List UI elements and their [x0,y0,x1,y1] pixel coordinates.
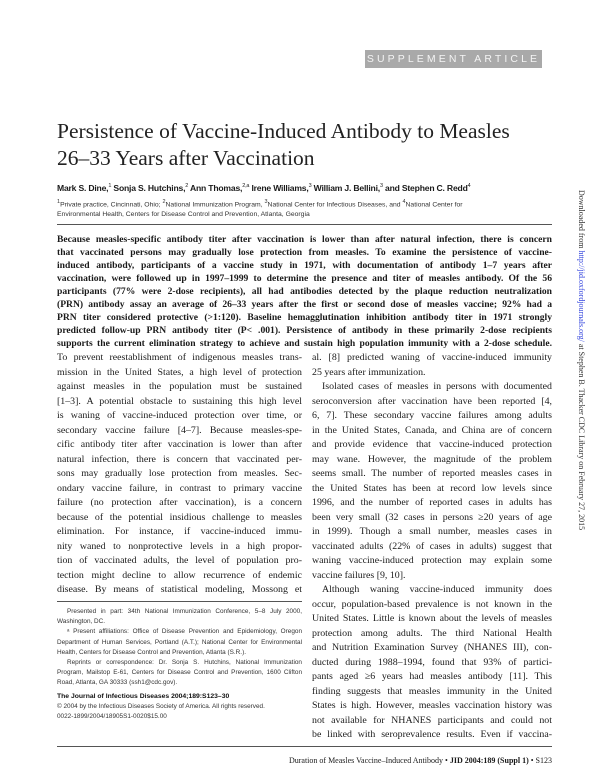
text-line: vaccination, were followed up in 1997–1999 to determine the presence and titer of measles antibody. Of the 56 [57,273,552,284]
download-note-prefix: Downloaded from [577,190,586,251]
text-line: Isolated cases of measles in persons with documented [322,381,552,392]
affiliation-text: National Immunization Program, [165,201,265,209]
author-affiliation-marker: 2 [185,183,189,190]
text-line: and provide evidence that vaccine-induced protection [312,439,552,450]
text-line: ducted during 1988–1994, found that 93% of partici- [312,656,552,668]
text-line: occur, population-based prevalence is not known in the [312,598,552,610]
author-list [57,183,557,193]
footnote-paragraph [57,627,302,658]
text-line: To prevent reestablishment of indigenous measles trans- [57,352,302,363]
text-line: sons may gradually lose protection from measles. Sec- [57,468,302,479]
footnote-paragraph [57,607,302,627]
text-line: that vaccinated persons may gradually lose protection from measles. To examine the persistence of vaccine- [57,247,552,258]
affiliation-marker: 2 [162,199,166,205]
affiliation-marker: 1 [57,199,61,205]
author-name: Sonja S. Hutchins, [111,183,186,193]
affiliation-marker: 4 [402,199,406,205]
title-line: Persistence of Vaccine-Induced Antibody to Measles [57,119,510,143]
text-line: [1–3]. A potential obstacle to sustaining this high level [57,395,302,407]
author-name: and Stephen C. Redd [382,183,468,193]
text-line: be linked with seroprevalence results. Even if vaccina- [312,729,552,740]
title-line: 26–33 Years after Vaccination [57,146,315,170]
author-affiliation-marker: 1 [108,183,112,190]
abstract-paragraph [57,233,552,350]
text-line: vaccinated adults (22% of cases in adults) suggest that [312,540,552,552]
text-line: ondary vaccine failure, in contrast to primary vaccine [57,482,302,494]
author-affiliation-marker: 4 [467,183,471,190]
text-line: not available for NHANES participants and could not [312,714,552,726]
text-line: because of the potential insidious challenge to measles [57,511,302,523]
text-line: Department of Human Services, Portland (A.T.); National Center for Environmental [57,638,302,646]
text-line: protection among adults. The third National Health [312,627,552,639]
text-line: Program, Mailstop E-61, Centers for Disease Control and Prevention, 1600 Clifton [57,669,302,677]
author-name: Mark S. Dine, [57,183,109,193]
text-line: mission in the United States, a high level of protection [57,366,302,378]
text-line: (PRN) antibody assay an average of 26–33 years after the first or second dose of measles vaccine; 92% had a [57,299,552,310]
text-line: in the United States, Canada, and China are of concern [312,424,552,436]
text-line: elimination. For instance, if vaccine-induced immu- [57,526,302,537]
text-line: induced antibody, participants of a vaccine study in 1971, with documentation of antibody 1–7 years after [57,260,552,271]
copyright: © 2004 by the Infectious Diseases Society of America. All rights reserved. [57,702,265,710]
header-rule [57,224,552,225]
text-line: Washington, DC. [57,618,106,626]
text-line: nity waned to nonprotective levels in a high propor- [57,540,302,552]
author-affiliation-marker: 3 [308,183,312,190]
download-link[interactable]: http://jid.oxfordjournals.org/ [577,250,586,342]
affiliation-text: Private practice, Cincinnati, Ohio; [60,201,163,209]
text-line: al. [8] predicted waning of vaccine-induced immunity [312,352,552,363]
text-line: Health, Centers for Disease Control and Prevention, Atlanta (S.R.). [57,648,246,656]
author-name: Irene Williams, [249,183,309,193]
text-line: 6, 7]. These secondary vaccine failures among adults [312,410,552,421]
download-note-suffix: at Stephen B. Thacker CDC Library on February 27, 2015 [577,341,586,531]
text-line: tion of vaccinated adults, the level of population pro- [57,555,302,566]
text-line: predicted follow-up PRN antibody titer (P< .001). Persistence of antibody in these primarily 2-dose recipients [57,325,552,336]
text-line: seroconversion after vaccination have been reported [4, [312,395,552,407]
author-affiliation-marker: 3 [379,183,383,190]
footnote-rule [57,601,302,602]
affiliation-text: National Center for Environmental Health, Centers for Disease Control and Prevention, Atlanta, Georgia [57,201,463,219]
text-line: waning vaccine-induced protection may explain some [312,555,552,566]
text-line: participants (77% were 2-dose recipients), all had antibodies detected by the plaque reduction neutralization [57,286,552,297]
separator: • [443,756,450,765]
body-column-left [57,351,302,598]
text-line: 25 years after immunization. [312,366,426,378]
page-footer [272,756,552,765]
affiliations [57,197,497,220]
footnotes [57,607,302,722]
text-line: failure (no protection after vaccination), is a concern [57,497,302,508]
text-line: disease. By means of statistical modeling, Mossong et [57,584,302,595]
text-line: natural infection, there is concern that vaccinated per- [57,453,302,465]
affiliation-text: National Center for Infectious Diseases, and [267,201,403,209]
footnote-paragraph [57,658,302,689]
text-line: in 1999). Though a small number, measles cases in [312,526,552,537]
text-line: 1996, and the number of reported cases in adults has [312,497,552,508]
text-line: and Nutrition Examination Survey (NHANES III), con- [312,642,552,653]
text-line: PRN titer considered protective (>1:120). Baseline hemagglutination inhibition antibody titer in 1971 strongly [57,312,552,323]
text-line: is waning of vaccine-induced protection over time, or [57,410,302,421]
author-name: Ann Thomas, [188,183,243,193]
author-name: William J. Bellini, [311,183,380,193]
download-note [577,190,586,530]
body-paragraph [57,351,302,598]
text-line: United States. Little is known about the levels of measles [312,613,552,624]
running-title: Duration of Measles Vaccine–Induced Antibody [288,756,444,765]
text-line: States is high. However, measles vaccination history was [312,700,552,711]
text-line: may wane. However, the magnitude of the problem [312,453,552,465]
text-line: cific antibody titer after vaccination is lower than after [57,439,302,450]
footer-rule [57,746,552,747]
text-line: ᵃ Present affiliations: Office of Disease Prevention and Epidemiology, Oregon [67,628,302,636]
text-line: Although waning vaccine-induced immunity does [322,584,552,595]
separator: • [528,756,536,765]
author-affiliation-marker: 2,a [242,183,250,190]
abstract [57,233,552,350]
section-banner: SUPPLEMENT ARTICLE [365,50,542,68]
text-line: against measles in the population must be sustained [57,381,302,392]
body-column-right [312,351,552,743]
text-line: Road, Atlanta, GA 30333 (ssh1@cdc.gov). [57,679,178,687]
text-line: Reprints or correspondence: Dr. Sonja S. Hutchins, National Immunization [67,658,302,666]
body-paragraph [312,380,552,583]
journal-ref: JID 2004:189 (Suppl 1) [449,756,529,765]
text-line: Presented in part: 34th National Immunization Conference, 5–8 July 2000, [67,608,302,615]
body-paragraph [312,583,552,743]
article-title [57,118,537,172]
affiliation-marker: 3 [264,199,268,205]
text-line: tection might decline to allow recurrence of endemic [57,569,302,581]
text-line: supports the current elimination strategy to achieve and sustain high population immunity with a 2-dose schedule. [57,338,552,349]
text-line: Because measles-specific antibody titer after vaccination is lower than after natural infection, there is concern [57,234,552,245]
text-line: been very small (32 cases in persons ≥20 years of age [312,511,552,523]
journal-citation: The Journal of Infectious Diseases 2004;189:S123–30 [57,692,230,700]
text-line: seems small. The number of reported measles cases in [312,468,552,479]
page-number: S123 [535,756,552,765]
text-line: pants aged ≥6 years had measles antibody [11]. This [312,671,552,682]
text-line: finding suggests that measles immunity in the United [312,685,552,697]
text-line: vaccine failures [9, 10]. [312,569,406,581]
text-line: the United States has been at record low levels since [312,482,552,494]
text-line: secondary vaccine failure [4–7]. Because measles-spe- [57,424,302,436]
issn: 0022-1899/2004/18905S1-0020$15.00 [57,712,167,720]
body-paragraph [312,351,552,380]
